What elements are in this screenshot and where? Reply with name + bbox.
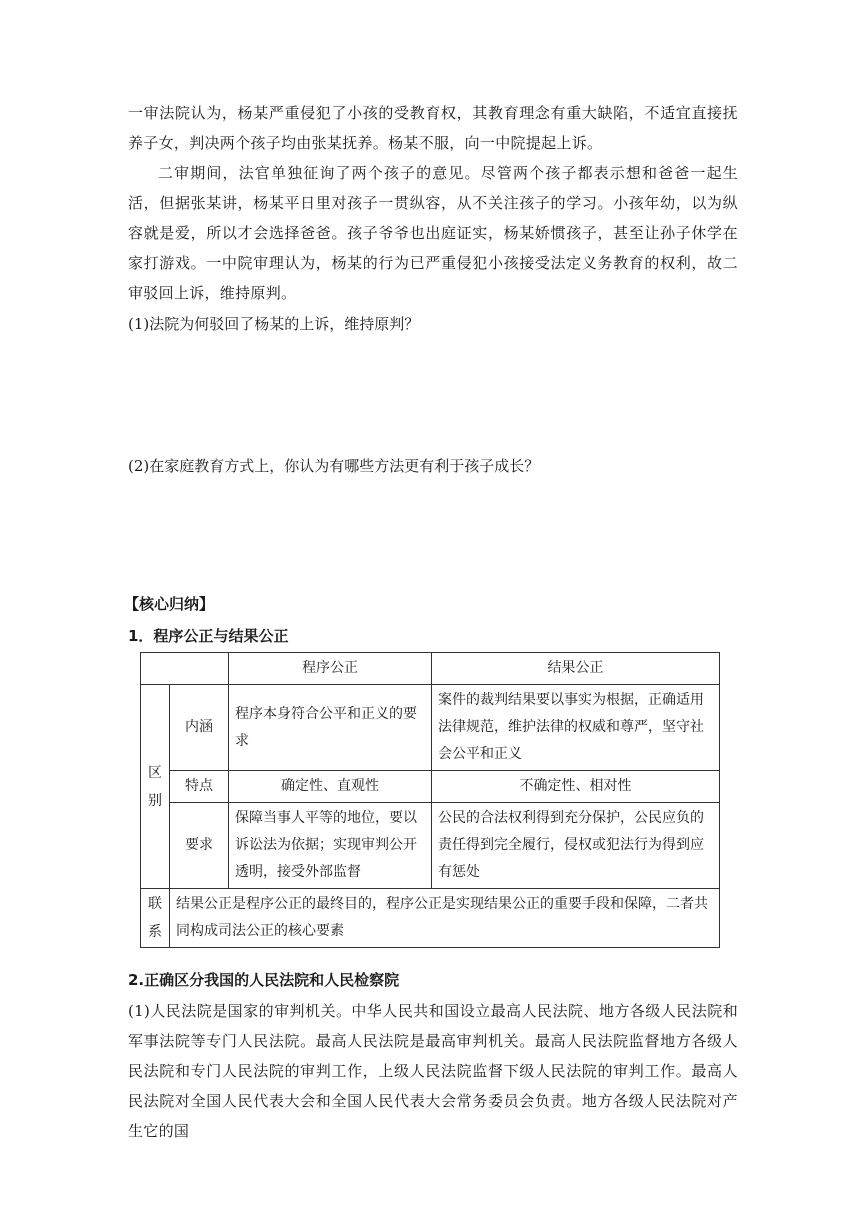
table-row <box>141 889 720 948</box>
cell-features-procedural: 确定性、直观性 <box>229 771 432 803</box>
table-row <box>141 803 720 889</box>
document-page <box>124 96 738 1146</box>
paragraph-peoples-court: (1)人民法院是国家的审判机关。中华人民共和国设立最高人民法院、地方各级人民法院和军事法院等专门人民法院。最高人民法院是最高审判机关。最高人民法院监督地方各级人民法院和专门人民法院的审判工作，上级人民法院监督下级人民法院的审判工作。最高人民法院对全国人民代表大会和全国人民代表大会常务委员会负责。地方各级人民法院对产生它的国 <box>128 1002 738 1140</box>
table-row <box>141 771 720 803</box>
row-group-difference: 区 别 <box>141 685 170 889</box>
cell-connotation-procedural: 程序本身符合公平和正义的要求 <box>229 685 432 771</box>
section-title: 【核心归纳】 <box>124 595 215 613</box>
table-row <box>141 685 720 771</box>
cell-requirements-substantive: 公民的合法权利得到充分保护，公民应负的责任得到完全履行，侵权或犯法行为得到应有惩处 <box>432 803 720 889</box>
row-label-features: 特点 <box>169 771 228 803</box>
paragraph-second-trial: 二审期间，法官单独征询了两个孩子的意见。尽管两个孩子都表示想和爸爸一起生活，但据张某讲，杨某平日里对孩子一贯纵容，从不关注孩子的学习。小孩年幼，以为纵容就是爱，所以才会选择爸爸。孩子爷爷也出庭证实，杨某娇惯孩子，甚至让孙子休学在家打游戏。一中院审理认为，杨某的行为已严重侵犯小孩接受法定义务教育的权利，故二审驳回上诉，维持原判。 <box>128 164 738 302</box>
table-corner <box>141 653 229 685</box>
cell-requirements-procedural: 保障当事人平等的地位，要以诉讼法为依据；实现审判公开透明，接受外部监督 <box>229 803 432 889</box>
header-procedural-justice: 程序公正 <box>229 653 432 685</box>
row-group-connection: 联 系 <box>141 889 170 948</box>
row-label-connotation: 内涵 <box>169 685 228 771</box>
table-header-row <box>141 653 720 685</box>
header-substantive-justice: 结果公正 <box>432 653 720 685</box>
question-2: (2)在家庭教育方式上，你认为有哪些方法更有利于孩子成长？ <box>128 457 540 475</box>
item-2-heading: 2.正确区分我国的人民法院和人民检察院 <box>128 971 400 989</box>
item-1-heading: 1．程序公正与结果公正 <box>128 627 289 645</box>
paragraph-first-trial: 一审法院认为，杨某严重侵犯了小孩的受教育权，其教育理念有重大缺陷，不适宜直接抚养子女，判决两个孩子均由张某抚养。杨某不服，向一中院提起上诉。 <box>128 104 738 152</box>
row-label-requirements: 要求 <box>169 803 228 889</box>
cell-connotation-substantive: 案件的裁判结果要以事实为根据，正确适用法律规范，维护法律的权威和尊严，坚守社会公平和正义 <box>432 685 720 771</box>
comparison-table <box>140 652 720 948</box>
cell-features-substantive: 不确定性、相对性 <box>432 771 720 803</box>
question-1: (1)法院为何驳回了杨某的上诉，维持原判？ <box>128 315 420 333</box>
cell-connection-text: 结果公正是程序公正的最终目的，程序公正是实现结果公正的重要手段和保障，二者共同构成司法公正的核心要素 <box>169 889 719 948</box>
